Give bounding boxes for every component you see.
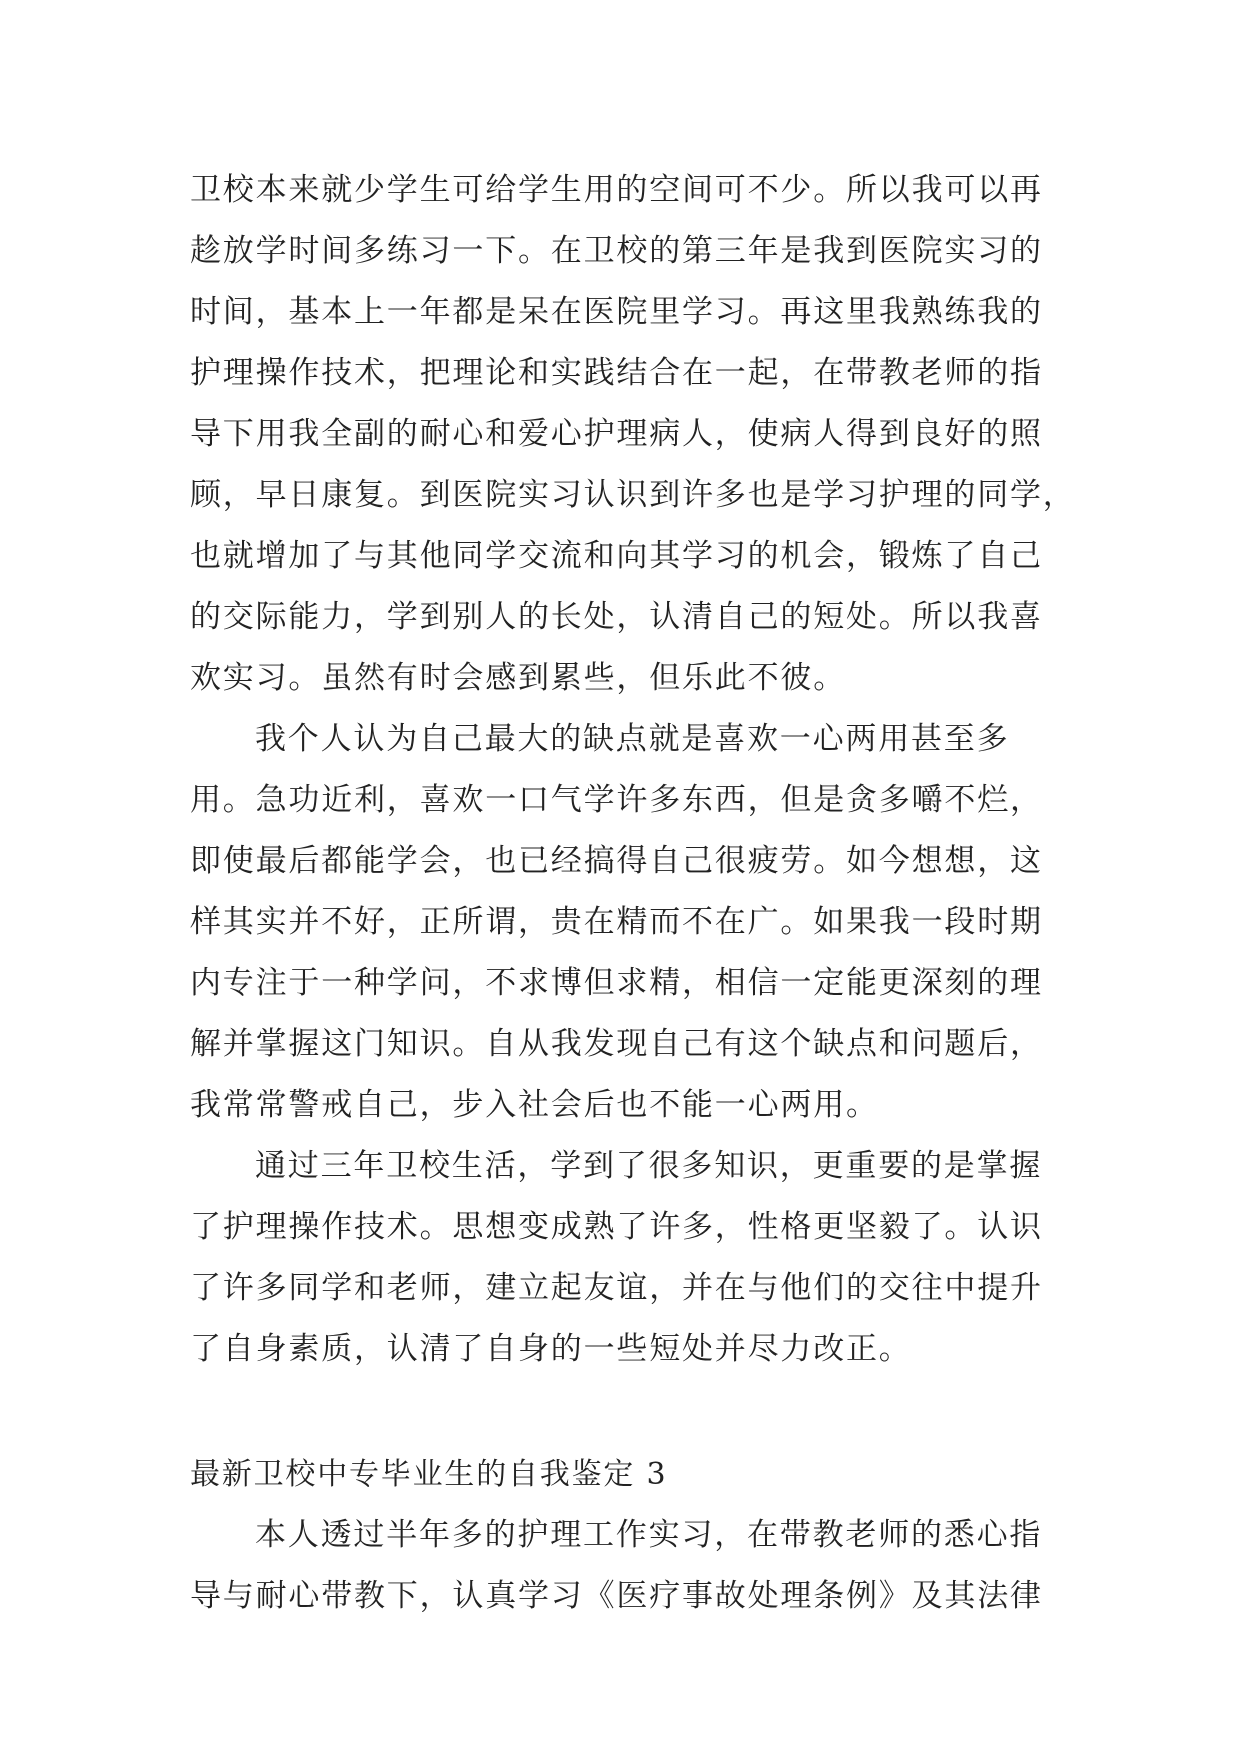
text-line: 样其实并不好，正所谓，贵在精而不在广。如果我一段时期 — [190, 904, 1043, 940]
text-line: 本人透过半年多的护理工作实习，在带教老师的悉心指 — [255, 1517, 1043, 1553]
text-line: 内专注于一种学问，不求博但求精，相信一定能更深刻的理 — [190, 965, 1043, 1001]
paragraph-3 — [190, 1136, 1070, 1380]
paragraph-4 — [190, 1505, 1070, 1627]
text-line: 欢实习。虽然有时会感到累些，但乐此不彼。 — [190, 660, 846, 696]
text-line: 即使最后都能学会，也已经搞得自己很疲劳。如今想想，这 — [190, 843, 1043, 879]
text-line: 护理操作技术，把理论和实践结合在一起，在带教老师的指 — [190, 355, 1043, 391]
paragraph-1 — [190, 160, 1076, 709]
text-line: 的交际能力，学到别人的长处，认清自己的短处。所以我喜 — [190, 599, 1043, 635]
text-line: 解并掌握这门知识。自从我发现自己有这个缺点和问题后， — [190, 1026, 1043, 1062]
text-line: 了自身素质，认清了自身的一些短处并尽力改正。 — [190, 1331, 912, 1367]
text-line: 用。急功近利，喜欢一口气学许多东西，但是贪多嚼不烂， — [190, 782, 1043, 818]
section-heading: 最新卫校中专毕业生的自我鉴定 3 — [190, 1457, 668, 1492]
paragraph-2 — [190, 709, 1070, 1136]
text-line: 通过三年卫校生活，学到了很多知识，更重要的是掌握 — [255, 1148, 1043, 1184]
text-line: 卫校本来就少学生可给学生用的空间可不少。所以我可以再 — [190, 172, 1043, 208]
text-line: 了许多同学和老师，建立起友谊，并在与他们的交往中提升 — [190, 1270, 1043, 1306]
text-line: 了护理操作技术。思想变成熟了许多，性格更坚毅了。认识 — [190, 1209, 1043, 1245]
text-line: 时间，基本上一年都是呆在医院里学习。再这里我熟练我的 — [190, 294, 1043, 330]
text-line: 我常常警戒自己，步入社会后也不能一心两用。 — [190, 1087, 879, 1123]
text-line: 顾，早日康复。到医院实习认识到许多也是学习护理的同学， — [190, 477, 1076, 513]
document-body — [190, 160, 1076, 1627]
text-line: 我个人认为自己最大的缺点就是喜欢一心两用甚至多 — [255, 721, 1010, 757]
text-line: 趁放学时间多练习一下。在卫校的第三年是我到医院实习的 — [190, 233, 1043, 269]
text-line: 也就增加了与其他同学交流和向其学习的机会，锻炼了自己 — [190, 538, 1043, 574]
text-line: 导下用我全副的耐心和爱心护理病人，使病人得到良好的照 — [190, 416, 1043, 452]
text-line: 导与耐心带教下，认真学习《医疗事故处理条例》及其法律 — [190, 1578, 1043, 1614]
